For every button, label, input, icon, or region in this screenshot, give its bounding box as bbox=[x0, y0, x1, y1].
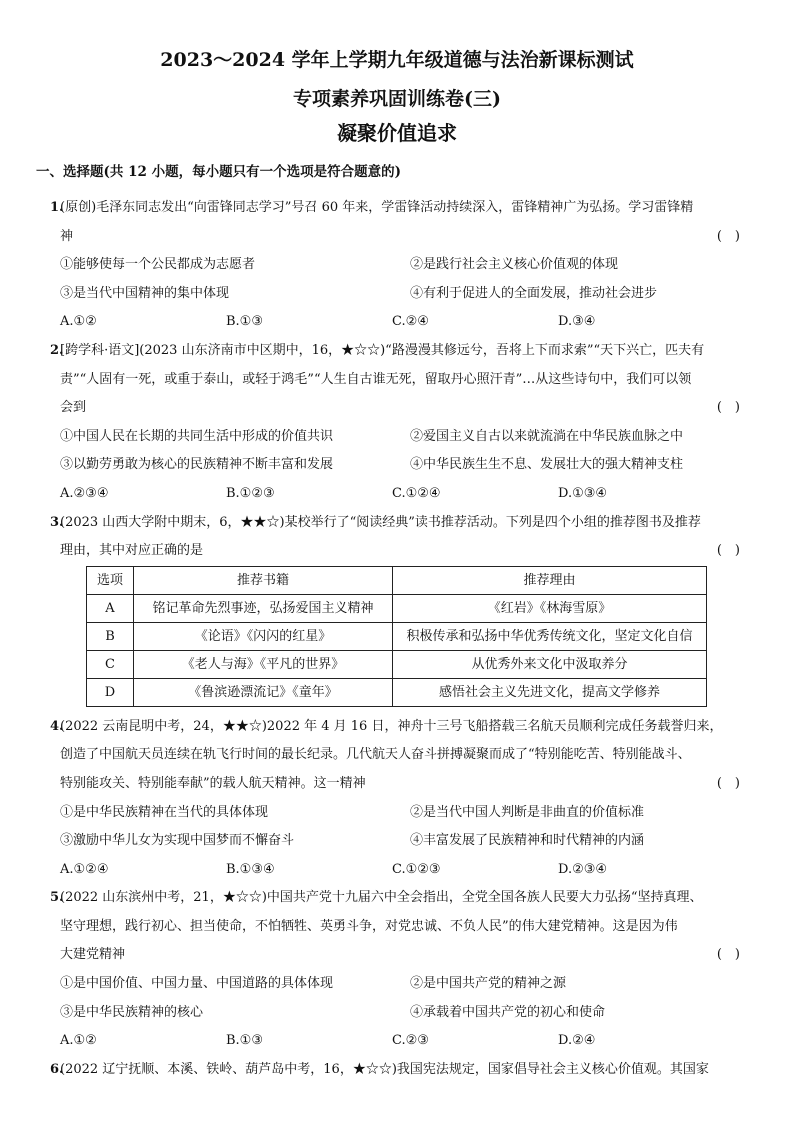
statement-options bbox=[50, 251, 750, 308]
stem-line: 特别能攻关、特别能奉献”的载人航天精神。这一精神 bbox=[60, 775, 366, 791]
answer-choice[interactable]: C.①②④ bbox=[392, 485, 441, 501]
statement: ④中华民族生生不息、发展壮大的强大精神支柱 bbox=[410, 457, 684, 473]
answer-blank[interactable]: ( ) bbox=[716, 775, 740, 791]
answer-choice[interactable]: D.②④ bbox=[558, 1033, 596, 1049]
answer-choice[interactable]: A.①② bbox=[60, 314, 97, 330]
answer-choice[interactable]: C.②③ bbox=[392, 1033, 429, 1049]
answer-choice[interactable]: D.①③④ bbox=[558, 485, 608, 501]
question-2 bbox=[50, 337, 750, 509]
recommendation-table bbox=[86, 566, 707, 707]
question-number: 4. bbox=[50, 718, 64, 734]
statement: ①能够使每一个公民都成为志愿者 bbox=[60, 257, 256, 273]
exam-title: 2023～2024 学年上学期九年级道德与法治新课标测试 bbox=[160, 49, 634, 71]
answer-choice[interactable]: B.①③④ bbox=[226, 861, 275, 877]
statement: ①是中华民族精神在当代的具体体现 bbox=[60, 804, 269, 820]
statement: ③是当代中国精神的集中体现 bbox=[60, 285, 230, 301]
answer-choice[interactable]: C.①②③ bbox=[392, 861, 441, 877]
answer-choice[interactable]: D.②③④ bbox=[558, 861, 608, 877]
statement: ②爱国主义自古以来就流淌在中华民族血脉之中 bbox=[410, 428, 684, 444]
answer-choices bbox=[50, 1027, 750, 1056]
question-list bbox=[50, 194, 750, 1084]
stem-line: 神 bbox=[60, 228, 74, 244]
table-cell: D bbox=[87, 678, 134, 706]
question-number: 6. bbox=[50, 1061, 64, 1077]
statement: ②是当代中国人判断是非曲直的价值标准 bbox=[410, 804, 645, 820]
question-stem bbox=[50, 884, 750, 970]
answer-choices bbox=[50, 308, 750, 337]
stem-line: 理由，其中对应正确的是 bbox=[60, 543, 204, 559]
statement: ④有利于促进人的全面发展，推动社会进步 bbox=[410, 285, 658, 301]
answer-blank[interactable]: ( ) bbox=[716, 400, 740, 416]
answer-blank[interactable]: ( ) bbox=[716, 543, 740, 559]
stem-line: 责”“人固有一死，或重于泰山，或轻于鸿毛”“人生自古谁无死，留取丹心照汗青”…从这些诗句中，我们可以领 bbox=[60, 371, 692, 387]
stem-line: (2022 辽宁抚顺、本溪、铁岭、葫芦岛中考，16，★☆☆)我国宪法规定，国家倡导社会主义核心价值观。其国家 bbox=[60, 1061, 709, 1077]
table-cell: 《老人与海》《平凡的世界》 bbox=[134, 650, 393, 678]
statement: ④丰富发展了民族精神和时代精神的内涵 bbox=[410, 833, 645, 849]
table-cell: 《论语》《闪闪的红星》 bbox=[134, 622, 393, 650]
question-1 bbox=[50, 194, 750, 337]
statement-options bbox=[50, 970, 750, 1027]
question-stem bbox=[50, 713, 750, 799]
table-row bbox=[87, 622, 707, 650]
statement-options bbox=[50, 799, 750, 856]
table-header-row bbox=[87, 566, 707, 594]
table-header: 推荐书籍 bbox=[134, 566, 393, 594]
answer-choice[interactable]: B.①③ bbox=[226, 1033, 263, 1049]
statement: ③是中华民族精神的核心 bbox=[60, 1004, 204, 1020]
statement-options bbox=[50, 423, 750, 480]
stem-line: 大建党精神 bbox=[60, 947, 126, 963]
exam-subtitle: 专项素养巩固训练卷(三) bbox=[293, 88, 501, 110]
table-cell: 积极传承和弘扬中华优秀传统文化，坚定文化自信 bbox=[393, 622, 707, 650]
answer-choice[interactable]: A.②③④ bbox=[60, 485, 109, 501]
table-cell: 铭记革命先烈事迹，弘扬爱国主义精神 bbox=[134, 594, 393, 622]
stem-line-last bbox=[60, 770, 750, 799]
statement: ①中国人民在长期的共同生活中形成的价值共识 bbox=[60, 428, 334, 444]
answer-choice[interactable]: A.①②④ bbox=[60, 861, 109, 877]
stem-line: (2022 云南昆明中考，24，★★☆)2022 年 4 月 16 日，神舟十三号飞船搭载三名航天员顺利完成任务载誉归来， bbox=[60, 718, 723, 734]
question-number: 3. bbox=[50, 514, 64, 530]
table-header: 选项 bbox=[87, 566, 134, 594]
stem-line: 创造了中国航天员连续在轨飞行时间的最长纪录。几代航天人奋斗拼搏凝聚而成了“特别能吃苦、特别能战斗、 bbox=[60, 747, 691, 763]
question-5 bbox=[50, 884, 750, 1056]
stem-line-last bbox=[60, 223, 750, 252]
statement: ④承载着中国共产党的初心和使命 bbox=[410, 1004, 606, 1020]
answer-choice[interactable]: C.②④ bbox=[392, 314, 429, 330]
table-header: 推荐理由 bbox=[393, 566, 707, 594]
answer-choice[interactable]: A.①② bbox=[60, 1033, 97, 1049]
exam-topic: 凝聚价值追求 bbox=[337, 121, 457, 145]
stem-line-last bbox=[60, 394, 750, 423]
table-cell: A bbox=[87, 594, 134, 622]
statement: ③激励中华儿女为实现中国梦而不懈奋斗 bbox=[60, 833, 295, 849]
section-heading: 一、选择题(共 12 小题，每小题只有一个选项是符合题意的) bbox=[36, 164, 401, 180]
stem-line: (2023 山西大学附中期末，6，★★☆)某校举行了“阅读经典”读书推荐活动。下列是四个小组的推荐图书及推荐 bbox=[60, 514, 701, 530]
table-cell: 从优秀外来文化中汲取养分 bbox=[393, 650, 707, 678]
statement: ①是中国价值、中国力量、中国道路的具体体现 bbox=[60, 976, 334, 992]
question-number: 1. bbox=[50, 200, 64, 215]
table-cell: 《鲁滨逊漂流记》《童年》 bbox=[134, 678, 393, 706]
question-stem bbox=[50, 1056, 750, 1085]
stem-line: 坚守理想，践行初心、担当使命，不怕牺牲、英勇斗争，对党忠诚、不负人民”的伟大建党精神。这是因为伟 bbox=[60, 918, 678, 934]
table-cell: 感悟社会主义先进文化，提高文学修养 bbox=[393, 678, 707, 706]
question-number: 5. bbox=[50, 890, 64, 906]
stem-line-last bbox=[60, 537, 750, 566]
stem-line: [跨学科·语文](2023 山东济南市中区期中，16，★☆☆)“路漫漫其修远兮，吾将上下而求索”“天下兴亡，匹夫有 bbox=[60, 342, 705, 358]
answer-choices bbox=[50, 480, 750, 509]
answer-choices bbox=[50, 856, 750, 885]
stem-line: (原创)毛泽东同志发出“向雷锋同志学习”号召 60 年来，学雷锋活动持续深入，雷锋精神广为弘扬。学习雷锋精 bbox=[60, 200, 694, 215]
statement: ②是践行社会主义核心价值观的体现 bbox=[410, 257, 619, 273]
question-4 bbox=[50, 713, 750, 885]
table-cell: B bbox=[87, 622, 134, 650]
statement: ③以勤劳勇敢为核心的民族精神不断丰富和发展 bbox=[60, 457, 334, 473]
stem-line: (2022 山东滨州中考，21，★☆☆)中国共产党十九届六中全会指出，全党全国各族人民要大力弘扬“坚持真理、 bbox=[60, 890, 703, 906]
answer-choice[interactable]: B.①③ bbox=[226, 314, 263, 330]
table-row bbox=[87, 650, 707, 678]
question-number: 2. bbox=[50, 342, 64, 358]
answer-choice[interactable]: B.①②③ bbox=[226, 485, 275, 501]
stem-line: 会到 bbox=[60, 400, 87, 416]
stem-line-last bbox=[60, 941, 750, 970]
table-row bbox=[87, 678, 707, 706]
answer-blank[interactable]: ( ) bbox=[716, 947, 740, 963]
statement: ②是中国共产党的精神之源 bbox=[410, 976, 567, 992]
answer-choice[interactable]: D.③④ bbox=[558, 314, 596, 330]
table-cell: 《红岩》《林海雪原》 bbox=[393, 594, 707, 622]
question-stem bbox=[50, 194, 750, 251]
table-cell: C bbox=[87, 650, 134, 678]
question-6 bbox=[50, 1056, 750, 1085]
answer-blank[interactable]: ( ) bbox=[716, 228, 740, 244]
question-stem bbox=[50, 509, 750, 566]
question-3 bbox=[50, 509, 750, 713]
question-stem bbox=[50, 337, 750, 423]
table-row bbox=[87, 594, 707, 622]
